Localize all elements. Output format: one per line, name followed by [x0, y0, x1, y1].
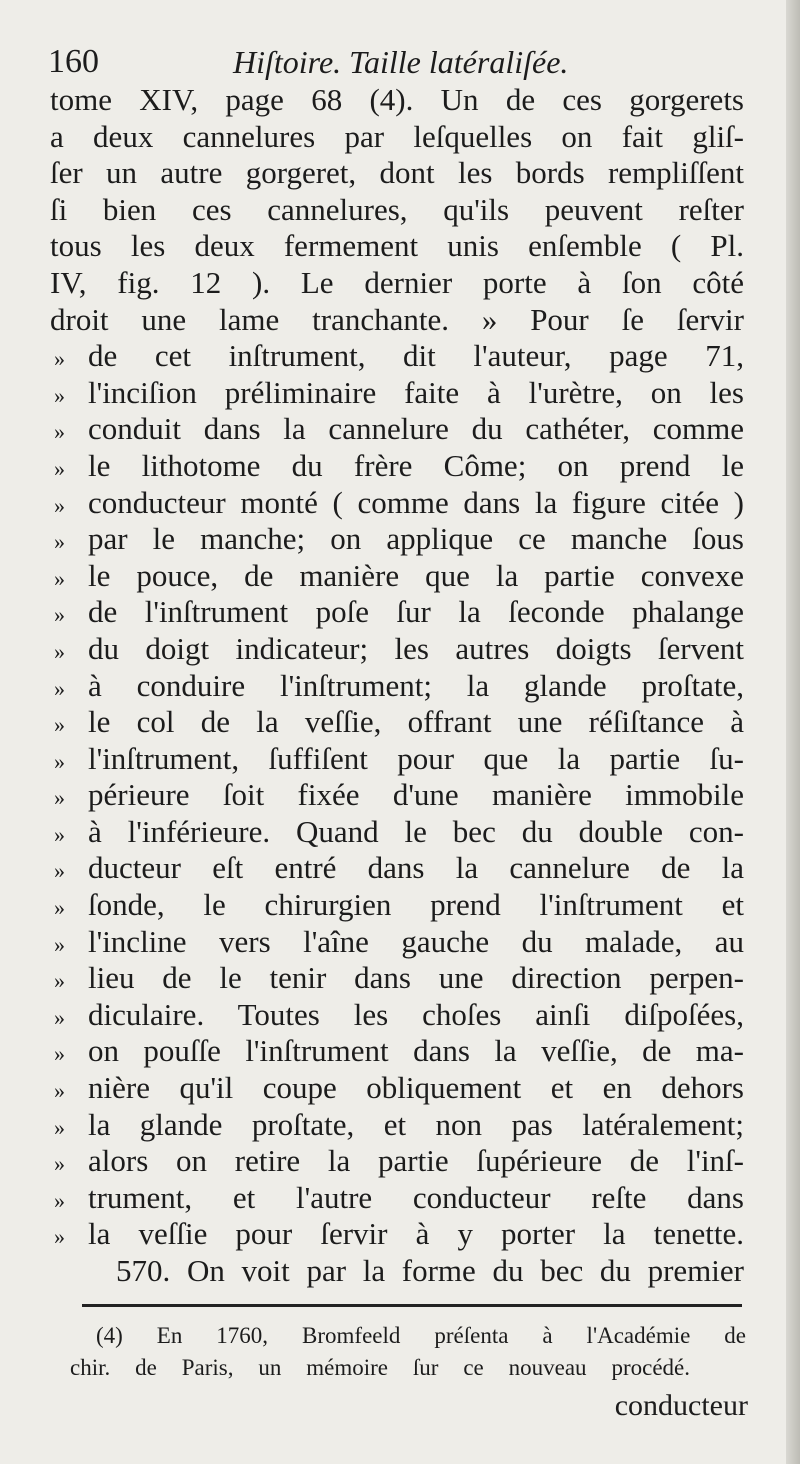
quoted-line	[50, 777, 744, 814]
line-text: ducteur eſt entré dans la cannelure de la	[88, 850, 744, 886]
line-text: le col de la veſſie, offrant une réſiſtance à	[88, 704, 744, 740]
quoted-line	[50, 741, 744, 778]
quoted-line	[50, 1070, 744, 1107]
quoted-line	[50, 960, 744, 997]
text-line	[50, 192, 744, 229]
line-text: le lithotome du frère Côme; on prend le	[88, 447, 744, 483]
line-text: le pouce, de manière que la partie convexe	[88, 557, 744, 593]
quoted-line	[50, 704, 744, 741]
quoted-line	[50, 997, 744, 1034]
quote-marker: »	[54, 858, 65, 884]
line-text: droit une lame tranchante. » Pour ſe ſervir	[50, 301, 744, 337]
quote-marker: »	[54, 638, 65, 664]
quote-marker: »	[54, 931, 65, 957]
line-text: conduit dans la cannelure du cathéter, comme	[88, 411, 744, 447]
line-text: par le manche; on applique ce manche ſous	[88, 521, 744, 557]
line-text: l'inciſion préliminaire faite à l'urètre, on les	[88, 374, 744, 410]
line-text: 570. On voit par la forme du bec du premier	[116, 1253, 744, 1288]
line-text: diculaire. Toutes les choſes ainſi diſpoſées,	[88, 996, 744, 1032]
line-text: trument, et l'autre conducteur reſte dans	[88, 1179, 744, 1215]
line-text: de l'inſtrument poſe ſur la ſeconde phalange	[88, 594, 744, 630]
quoted-line	[50, 668, 744, 705]
quote-marker: »	[54, 1004, 65, 1030]
quoted-line	[50, 1180, 744, 1217]
line-text: alors on retire la partie ſupérieure de l'inſ-	[88, 1143, 744, 1179]
line-text: IV, fig. 12 ). Le dernier porte à ſon côté	[50, 264, 744, 300]
text-line	[50, 155, 744, 192]
quote-marker: »	[54, 1114, 65, 1140]
quoted-line	[50, 375, 744, 412]
catchword: conducteur	[614, 1389, 748, 1422]
line-text: lieu de le tenir dans une direction perpen-	[88, 960, 744, 996]
quoted-line	[50, 521, 744, 558]
line-text: l'incline vers l'aîne gauche du malade, au	[88, 923, 744, 959]
text-line	[50, 302, 744, 339]
footnote-rule	[82, 1304, 742, 1307]
quoted-line	[50, 448, 744, 485]
quoted-line	[50, 887, 744, 924]
text-line	[50, 119, 744, 156]
quoted-line	[50, 924, 744, 961]
line-text: du doigt indicateur; les autres doigts ſervent	[88, 630, 744, 666]
line-text: de cet inſtrument, dit l'auteur, page 71,	[88, 338, 744, 374]
quote-marker: »	[54, 419, 65, 445]
quoted-line	[50, 1216, 744, 1253]
footnote-line: (4) En 1760, Bromfeeld préſenta à l'Académie de	[96, 1323, 746, 1348]
line-text: a deux cannelures par leſquelles on fait gliſ-	[50, 118, 744, 154]
line-text: nière qu'il coupe obliquement et en dehors	[88, 1070, 744, 1106]
quote-marker: »	[54, 675, 65, 701]
line-text: à conduire l'inſtrument; la glande proſtate,	[88, 667, 744, 703]
paragraph-start-line	[50, 1253, 744, 1290]
line-text: la glande proſtate, et non pas latéralement;	[88, 1106, 744, 1142]
line-text: ſi bien ces cannelures, qu'ils peuvent reſter	[50, 191, 744, 227]
text-line	[50, 265, 744, 302]
line-text: à l'inférieure. Quand le bec du double con-	[88, 813, 744, 849]
line-text: on pouſſe l'inſtrument dans la veſſie, de ma-	[88, 1033, 744, 1069]
line-text: l'inſtrument, ſuffiſent pour que la partie ſu-	[88, 740, 744, 776]
quote-marker: »	[54, 529, 65, 555]
quote-marker: »	[54, 1078, 65, 1104]
quote-marker: »	[54, 382, 65, 408]
quoted-line	[50, 558, 744, 595]
quoted-line	[50, 814, 744, 851]
quote-marker: »	[54, 492, 65, 518]
line-text: tous les deux fermement unis enſemble ( Pl.	[50, 228, 744, 264]
line-text: conducteur monté ( comme dans la figure citée )	[88, 484, 744, 520]
text-line	[50, 228, 744, 265]
quote-marker: »	[54, 895, 65, 921]
text-line	[50, 82, 744, 119]
running-head: Hiſtoire. Taille latéraliſée.	[233, 44, 569, 80]
quote-marker: »	[54, 785, 65, 811]
quoted-line	[50, 411, 744, 448]
quote-marker: »	[54, 1151, 65, 1177]
page-header	[48, 38, 748, 86]
quoted-line	[50, 485, 744, 522]
quote-marker: »	[54, 1041, 65, 1067]
line-text: ſonde, le chirurgien prend l'inſtrument et	[88, 887, 744, 923]
quote-marker: »	[54, 712, 65, 738]
footnote-line: chir. de Paris, un mémoire ſur ce nouveau procédé.	[70, 1355, 690, 1380]
quote-marker: »	[54, 346, 65, 372]
quote-marker: »	[54, 1224, 65, 1250]
line-text: la veſſie pour ſervir à y porter la tenette.	[88, 1216, 744, 1252]
quote-marker: »	[54, 748, 65, 774]
body-text	[50, 82, 744, 1290]
quote-marker: »	[54, 455, 65, 481]
page-gutter-shadow	[786, 0, 800, 1464]
line-text: périeure ſoit fixée d'une manière immobile	[88, 777, 744, 813]
line-text: ſer un autre gorgeret, dont les bords rempliſſent	[50, 155, 744, 191]
quoted-line	[50, 631, 744, 668]
quoted-line	[50, 1107, 744, 1144]
line-text: tome XIV, page 68 (4). Un de ces gorgerets	[50, 82, 744, 117]
quote-marker: »	[54, 565, 65, 591]
quote-marker: »	[54, 1187, 65, 1213]
quote-marker: »	[54, 602, 65, 628]
quoted-line	[50, 338, 744, 375]
quoted-line	[50, 1033, 744, 1070]
quoted-line	[50, 594, 744, 631]
quoted-line	[50, 850, 744, 887]
footnote	[70, 1320, 746, 1384]
quoted-line	[50, 1143, 744, 1180]
quote-marker: »	[54, 968, 65, 994]
page-number: 160	[48, 43, 99, 80]
quote-marker: »	[54, 821, 65, 847]
